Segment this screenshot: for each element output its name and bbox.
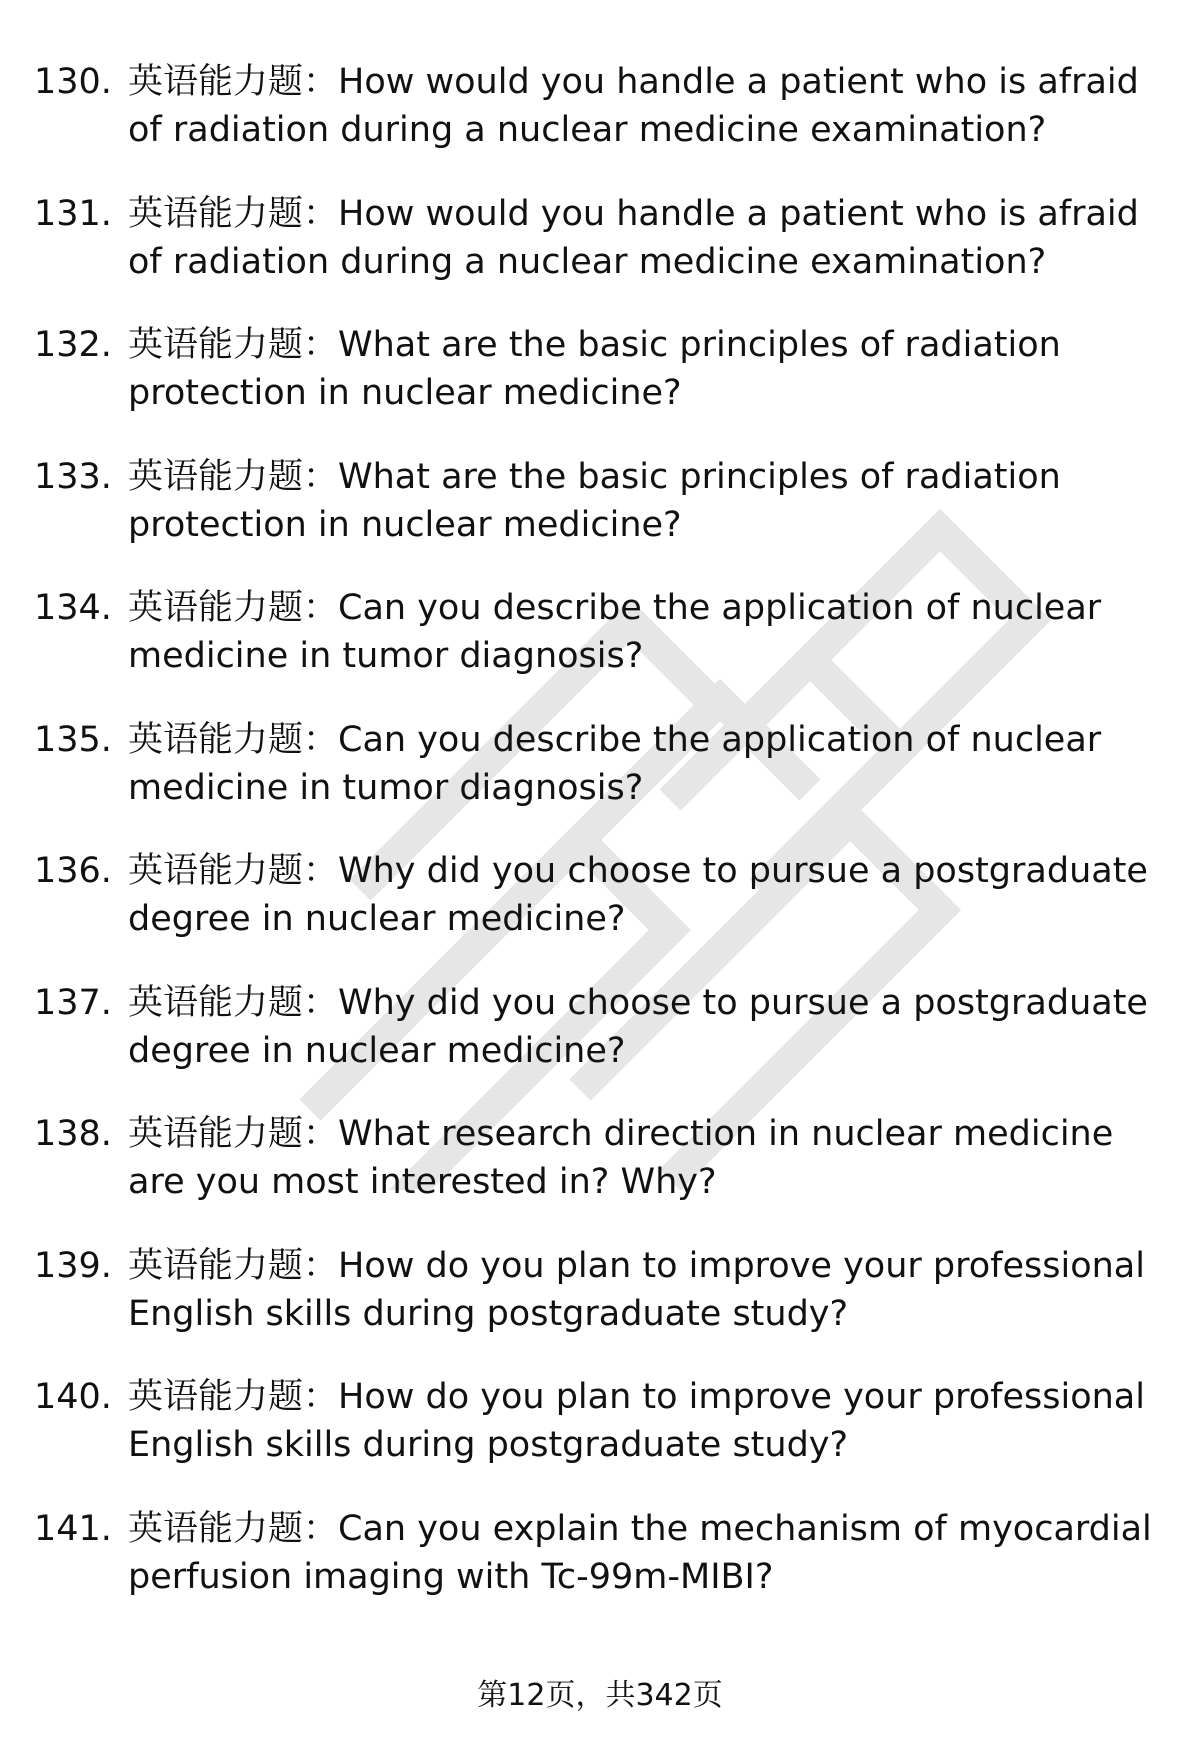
- question-number: 132.: [34, 325, 112, 365]
- question-item: [34, 847, 1174, 979]
- question-item: [34, 1373, 1174, 1505]
- question-item: [34, 1505, 1174, 1637]
- question-tag: 英语能力题：: [128, 1508, 339, 1549]
- question-tag: 英语能力题：: [128, 1114, 339, 1154]
- question-item: [34, 190, 1174, 322]
- question-body: [128, 453, 1174, 549]
- question-number: 134.: [34, 588, 112, 628]
- question-text: How would you handle a patient who is afraid of radiation during a nuclear medicine examination?: [128, 193, 1139, 282]
- question-text: Can you describe the application of nuclear medicine in tumor diagnosis?: [128, 719, 1102, 808]
- question-text: Why did you choose to pursue a postgraduate degree in nuclear medicine?: [128, 851, 1148, 939]
- question-number: 139.: [34, 1245, 112, 1286]
- question-body: [128, 1242, 1174, 1338]
- question-item: [34, 1110, 1174, 1242]
- question-number: 131.: [34, 193, 112, 234]
- question-body: [128, 1373, 1174, 1469]
- question-tag: 英语能力题：: [128, 62, 339, 102]
- question-number: 141.: [34, 1508, 112, 1549]
- page-number-label: 第12页，共342页: [477, 1678, 723, 1713]
- question-body: [128, 58, 1174, 154]
- question-item: [34, 58, 1174, 190]
- question-number: 136.: [34, 851, 112, 891]
- question-tag: 英语能力题：: [128, 1245, 339, 1286]
- question-body: [128, 190, 1174, 286]
- question-tag: 英语能力题：: [128, 456, 339, 497]
- question-number: 137.: [34, 982, 112, 1023]
- question-body: [128, 716, 1174, 812]
- question-text: What are the basic principles of radiation protection in nuclear medicine?: [128, 325, 1061, 413]
- question-number: 140.: [34, 1377, 112, 1417]
- question-list: [34, 58, 1174, 1636]
- question-item: [34, 1242, 1174, 1374]
- question-tag: 英语能力题：: [128, 719, 339, 760]
- question-tag: 英语能力题：: [128, 982, 339, 1023]
- question-text: How do you plan to improve your professional English skills during postgraduate study?: [128, 1377, 1145, 1465]
- question-text: How do you plan to improve your professional English skills during postgraduate study?: [128, 1245, 1145, 1334]
- question-body: [128, 1505, 1174, 1601]
- question-number: 138.: [34, 1114, 112, 1154]
- question-text: What are the basic principles of radiation protection in nuclear medicine?: [128, 456, 1061, 545]
- question-item: [34, 979, 1174, 1111]
- question-tag: 英语能力题：: [128, 193, 339, 234]
- question-tag: 英语能力题：: [128, 1377, 339, 1417]
- question-body: [128, 321, 1174, 417]
- question-body: [128, 1110, 1174, 1206]
- question-tag: 英语能力题：: [128, 851, 339, 891]
- question-text: What research direction in nuclear medicine are you most interested in? Why?: [128, 1114, 1114, 1202]
- question-item: [34, 584, 1174, 716]
- question-item: [34, 321, 1174, 453]
- question-body: [128, 979, 1174, 1075]
- question-text: How would you handle a patient who is afraid of radiation during a nuclear medicine examination?: [128, 62, 1139, 150]
- question-number: 130.: [34, 62, 112, 102]
- question-number: 135.: [34, 719, 112, 760]
- question-text: Can you describe the application of nuclear medicine in tumor diagnosis?: [128, 588, 1102, 676]
- page-footer: [0, 1676, 1200, 1716]
- question-body: [128, 584, 1174, 680]
- question-tag: 英语能力题：: [128, 588, 339, 628]
- question-item: [34, 716, 1174, 848]
- question-number: 133.: [34, 456, 112, 497]
- question-tag: 英语能力题：: [128, 325, 339, 365]
- question-text: Can you explain the mechanism of myocardial perfusion imaging with Tc-99m-MIBI?: [128, 1508, 1152, 1597]
- question-item: [34, 453, 1174, 585]
- question-text: Why did you choose to pursue a postgraduate degree in nuclear medicine?: [128, 982, 1148, 1071]
- question-body: [128, 847, 1174, 943]
